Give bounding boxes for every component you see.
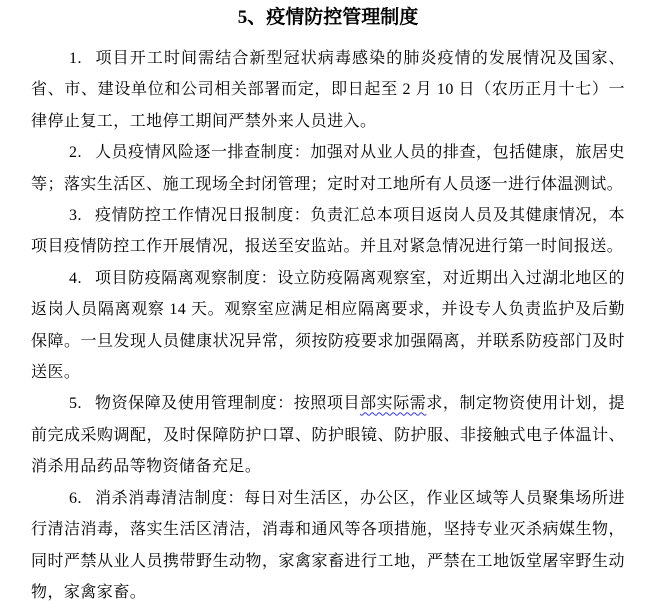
paragraph-5-text-before: 物资保障及使用管理制度：按照项目 — [94, 395, 361, 413]
paragraph-4 — [31, 263, 625, 389]
paragraph-4-text: 项目防疫隔离观察制度：设立防疫隔离观察室，对近期出入过湖北地区的返岗人员隔离观察 14 天。观察室应满足相应隔离要求，并设专人负责监护及后勤保障。一旦发现人员健康状况异常，须按防疫要求加强隔离，并联系防疫部门及时送医。 — [31, 269, 625, 382]
paragraph-2 — [31, 137, 625, 200]
paragraph-3-text: 疫情防控工作情况日报制度：负责汇总本项目返岗人员及其健康情况，本项目疫情防控工作开展情况，报送至安监站。并且对紧急情况进行第一时间报送。 — [31, 207, 625, 256]
paragraph-5-number: 5. — [69, 395, 82, 413]
paragraph-1-text: 项目开工时间需结合新型冠状病毒感染的肺炎疫情的发展情况及国家、省、市、建设单位和公司相关部署而定，即日起至 2 月 10 日（农历正月十七）一律停止复工，工地停工期间严禁外来人员进入。 — [31, 50, 625, 130]
paragraph-2-number: 2. — [69, 144, 82, 162]
paragraph-1 — [31, 43, 625, 137]
paragraph-5 — [31, 388, 625, 482]
spellcheck-flagged-text: 部实际需 — [360, 395, 427, 413]
paragraph-1-number: 1. — [69, 50, 82, 67]
paragraph-3 — [31, 200, 625, 263]
paragraph-6-text: 消杀消毒清洁制度：每日对生活区，办公区，作业区域等人员聚集场所进行清洁消毒，落实生活区清洁，消毒和通风等各项措施，坚持专业灭杀病媒生物，同时严禁从业人员携带野生动物，家禽家畜进行工地，严禁在工地饭堂屠宰野生动物，家禽家畜。 — [31, 489, 625, 601]
paragraph-5-text-after: 求，制定物资使用计划，提前完成采购调配，及时保障防护口罩、防护眼镜、防护服、非接触式电子体温计、消杀用品药品等物资储备充足。 — [31, 395, 625, 476]
document-title: 5、疫情防控管理制度 — [237, 7, 419, 28]
paragraph-6-number: 6. — [69, 489, 82, 507]
paragraph-4-number: 4. — [69, 269, 82, 287]
paragraph-2-text: 人员疫情风险逐一排查制度：加强对从业人员的排查，包括健康，旅居史等；落实生活区、施工现场全封闭管理；定时对工地所有人员逐一进行体温测试。 — [31, 144, 625, 193]
paragraph-3-number: 3. — [69, 207, 82, 225]
paragraph-6 — [31, 483, 625, 608]
